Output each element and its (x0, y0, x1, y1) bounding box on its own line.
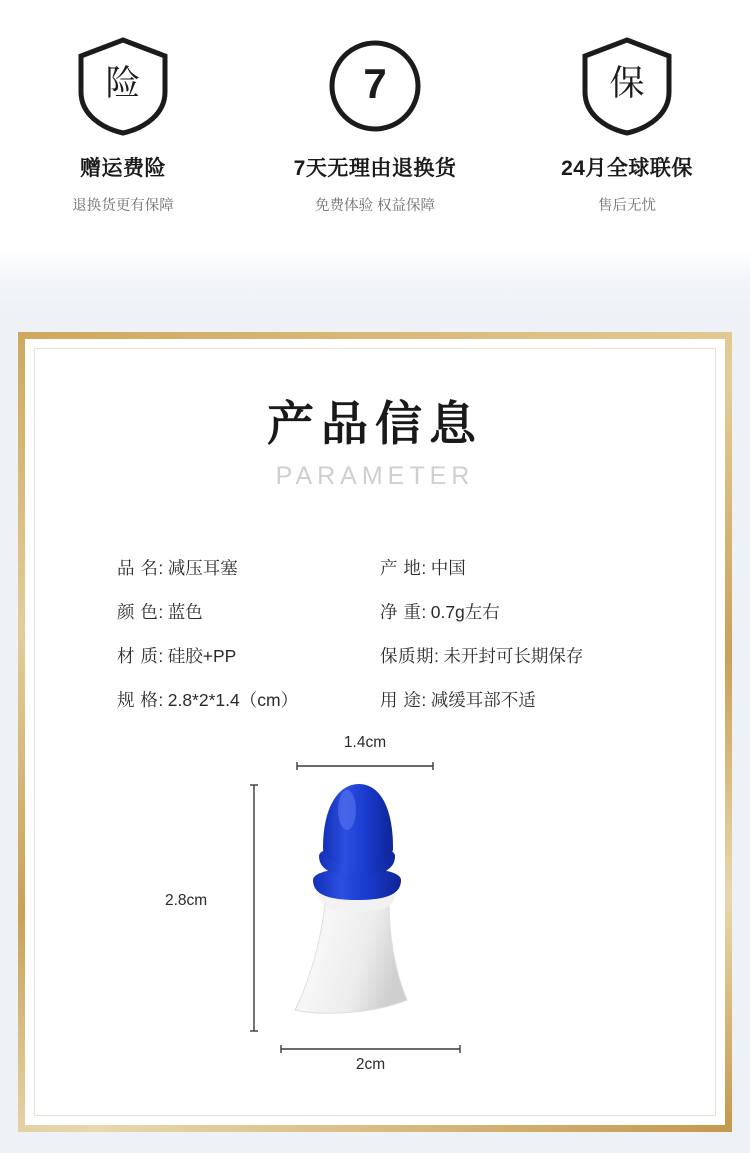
badge-global-warranty (527, 36, 727, 215)
badge-subtitle: 免费体验 权益保障 (314, 198, 436, 214)
parameter-card (18, 332, 732, 1132)
product-dimension-figure (165, 734, 585, 1094)
spec-value: 未开封可长期保存 (443, 646, 584, 666)
spec-label: 品 名: (117, 558, 164, 578)
spec-value: 减缓耳部不适 (430, 690, 536, 710)
spec-label: 保质期: (380, 646, 440, 666)
badge-title: 24月全球联保 (561, 157, 693, 180)
spec-value: 中国 (430, 558, 466, 578)
spec-label: 规 格: (117, 690, 164, 710)
spec-row (380, 599, 633, 624)
dimension-base-label: 2cm (355, 1056, 386, 1073)
badge-subtitle: 售后无忧 (598, 198, 656, 214)
spec-row (117, 555, 370, 580)
parameter-card-inner (34, 348, 716, 1116)
spec-value: 2.8*2*1.4（cm） (167, 690, 299, 710)
spec-label: 材 质: (117, 646, 164, 666)
spec-value: 0.7g左右 (430, 602, 500, 622)
parameter-title-zone (35, 349, 715, 491)
spec-label: 颜 色: (117, 602, 164, 622)
dimension-width-line-icon (296, 761, 434, 771)
product-image-earplug (277, 776, 467, 1038)
spec-row (117, 687, 370, 712)
spec-row (380, 643, 633, 668)
circle-seven-icon (327, 36, 423, 136)
badge-title: 7天无理由退换货 (293, 157, 457, 180)
spec-value: 硅胶+PP (167, 646, 237, 666)
spec-value: 减压耳塞 (167, 558, 238, 578)
spec-table (35, 555, 715, 712)
dimension-width-label: 1.4cm (343, 734, 387, 751)
shield-icon (579, 36, 675, 136)
guarantee-badges (0, 0, 750, 248)
parameter-section (0, 310, 750, 1153)
dimension-height-line-icon (249, 784, 259, 1032)
dimension-base-line-icon (280, 1044, 461, 1054)
shield-icon (75, 36, 171, 136)
spec-row (380, 687, 633, 712)
page-subtitle: PARAMETER (275, 462, 475, 490)
badge-subtitle: 退换货更有保障 (72, 198, 174, 214)
spec-row (380, 555, 633, 580)
dimension-height-label: 2.8cm (165, 892, 208, 909)
spec-value: 蓝色 (167, 602, 203, 622)
badge-seven-day-return (275, 36, 475, 215)
spec-row (117, 599, 370, 624)
badge-shipping-insurance (23, 36, 223, 215)
page-title: 产品信息 (267, 397, 483, 450)
spec-label: 净 重: (380, 602, 427, 622)
badge-glyph: 险 (105, 63, 141, 103)
spec-row (117, 643, 370, 668)
spec-label: 用 途: (380, 690, 427, 710)
badge-glyph: 7 (363, 60, 387, 107)
spec-label: 产 地: (380, 558, 427, 578)
section-divider (0, 248, 750, 310)
badge-glyph: 保 (609, 63, 645, 103)
badge-title: 赠运费险 (80, 157, 166, 180)
